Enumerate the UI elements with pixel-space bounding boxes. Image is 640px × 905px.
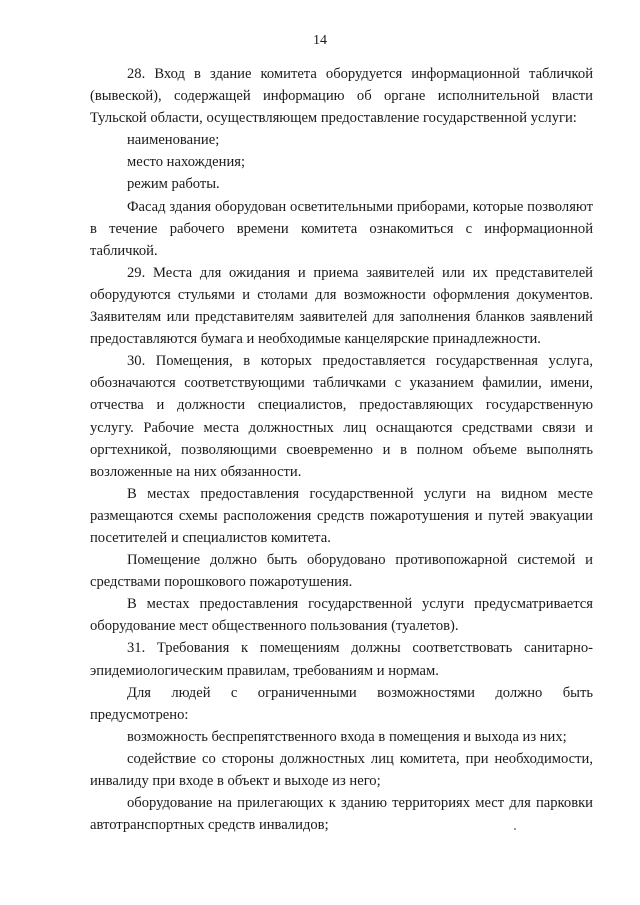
list-item-location: место нахождения; bbox=[127, 154, 246, 171]
paragraph-public-toilets: В местах предоставления государственной услуги предусматривается оборудование мест общественного пользования (туалетов). bbox=[90, 596, 593, 635]
paragraph-disabled-access-intro: Для людей с ограниченными возможностями должно быть предусмотрено: bbox=[90, 684, 593, 723]
paragraph-30-premises-signage: 30. Помещения, в которых предоставляется государственная услуга, обозначаются соответствующими табличками с указанием фамилии, имени, отчества и должности специалистов, предоставляющих государственную услугу. Рабочие места должностных лиц оснащаются средствами связи и оргтехникой, позволяющими своевременно и в полном объеме выполнять возложенные на них обязанности. bbox=[90, 353, 593, 480]
list-item-staff-assistance: содействие со стороны должностных лиц комитета, при необходимости, инвалиду при входе в объект и выходе из него; bbox=[90, 750, 593, 789]
paragraph-31-sanitary-requirements: 31. Требования к помещениям должны соответствовать санитарно-эпидемиологическим правилам, требованиям и нормам. bbox=[90, 640, 593, 679]
paragraph-29-waiting-areas: 29. Места для ожидания и приема заявителей или их представителей оборудуются стульями и столами для возможности оформления документов. Заявителям или представителям заявителей для заполнения бланков заявлений предоставляются бумага и необходимые канцелярские принадлежности. bbox=[90, 264, 593, 348]
paragraph-evacuation-schemes: В местах предоставления государственной услуги на видном месте размещаются схемы расположения средств пожаротушения и путей эвакуации посетителей и специалистов комитета. bbox=[90, 485, 593, 546]
list-item-working-hours: режим работы. bbox=[127, 176, 220, 193]
list-item-name: наименование; bbox=[127, 132, 220, 149]
list-item-barrier-free-entry: возможность беспрепятственного входа в помещения и выхода из них; bbox=[127, 728, 567, 745]
paragraph-facade-lighting: Фасад здания оборудован осветительными приборами, которые позволяют в течение рабочего времени комитета ознакомиться с информационной табличкой. bbox=[90, 198, 593, 259]
page-number: 14 bbox=[313, 33, 327, 48]
scan-artifact-dot bbox=[514, 828, 516, 830]
paragraph-fire-protection: Помещение должно быть оборудовано противопожарной системой и средствами порошкового пожаротушения. bbox=[90, 552, 593, 591]
document-body bbox=[90, 63, 593, 836]
paragraph-28-entrance-signage: 28. Вход в здание комитета оборудуется информационной табличкой (вывеской), содержащей информацию об органе исполнительной власти Тульской области, осуществляющем предоставление государственной услуги: bbox=[90, 66, 593, 127]
list-item-disabled-parking: оборудование на прилегающих к зданию территориях мест для парковки автотранспортных средств инвалидов; bbox=[90, 795, 593, 834]
